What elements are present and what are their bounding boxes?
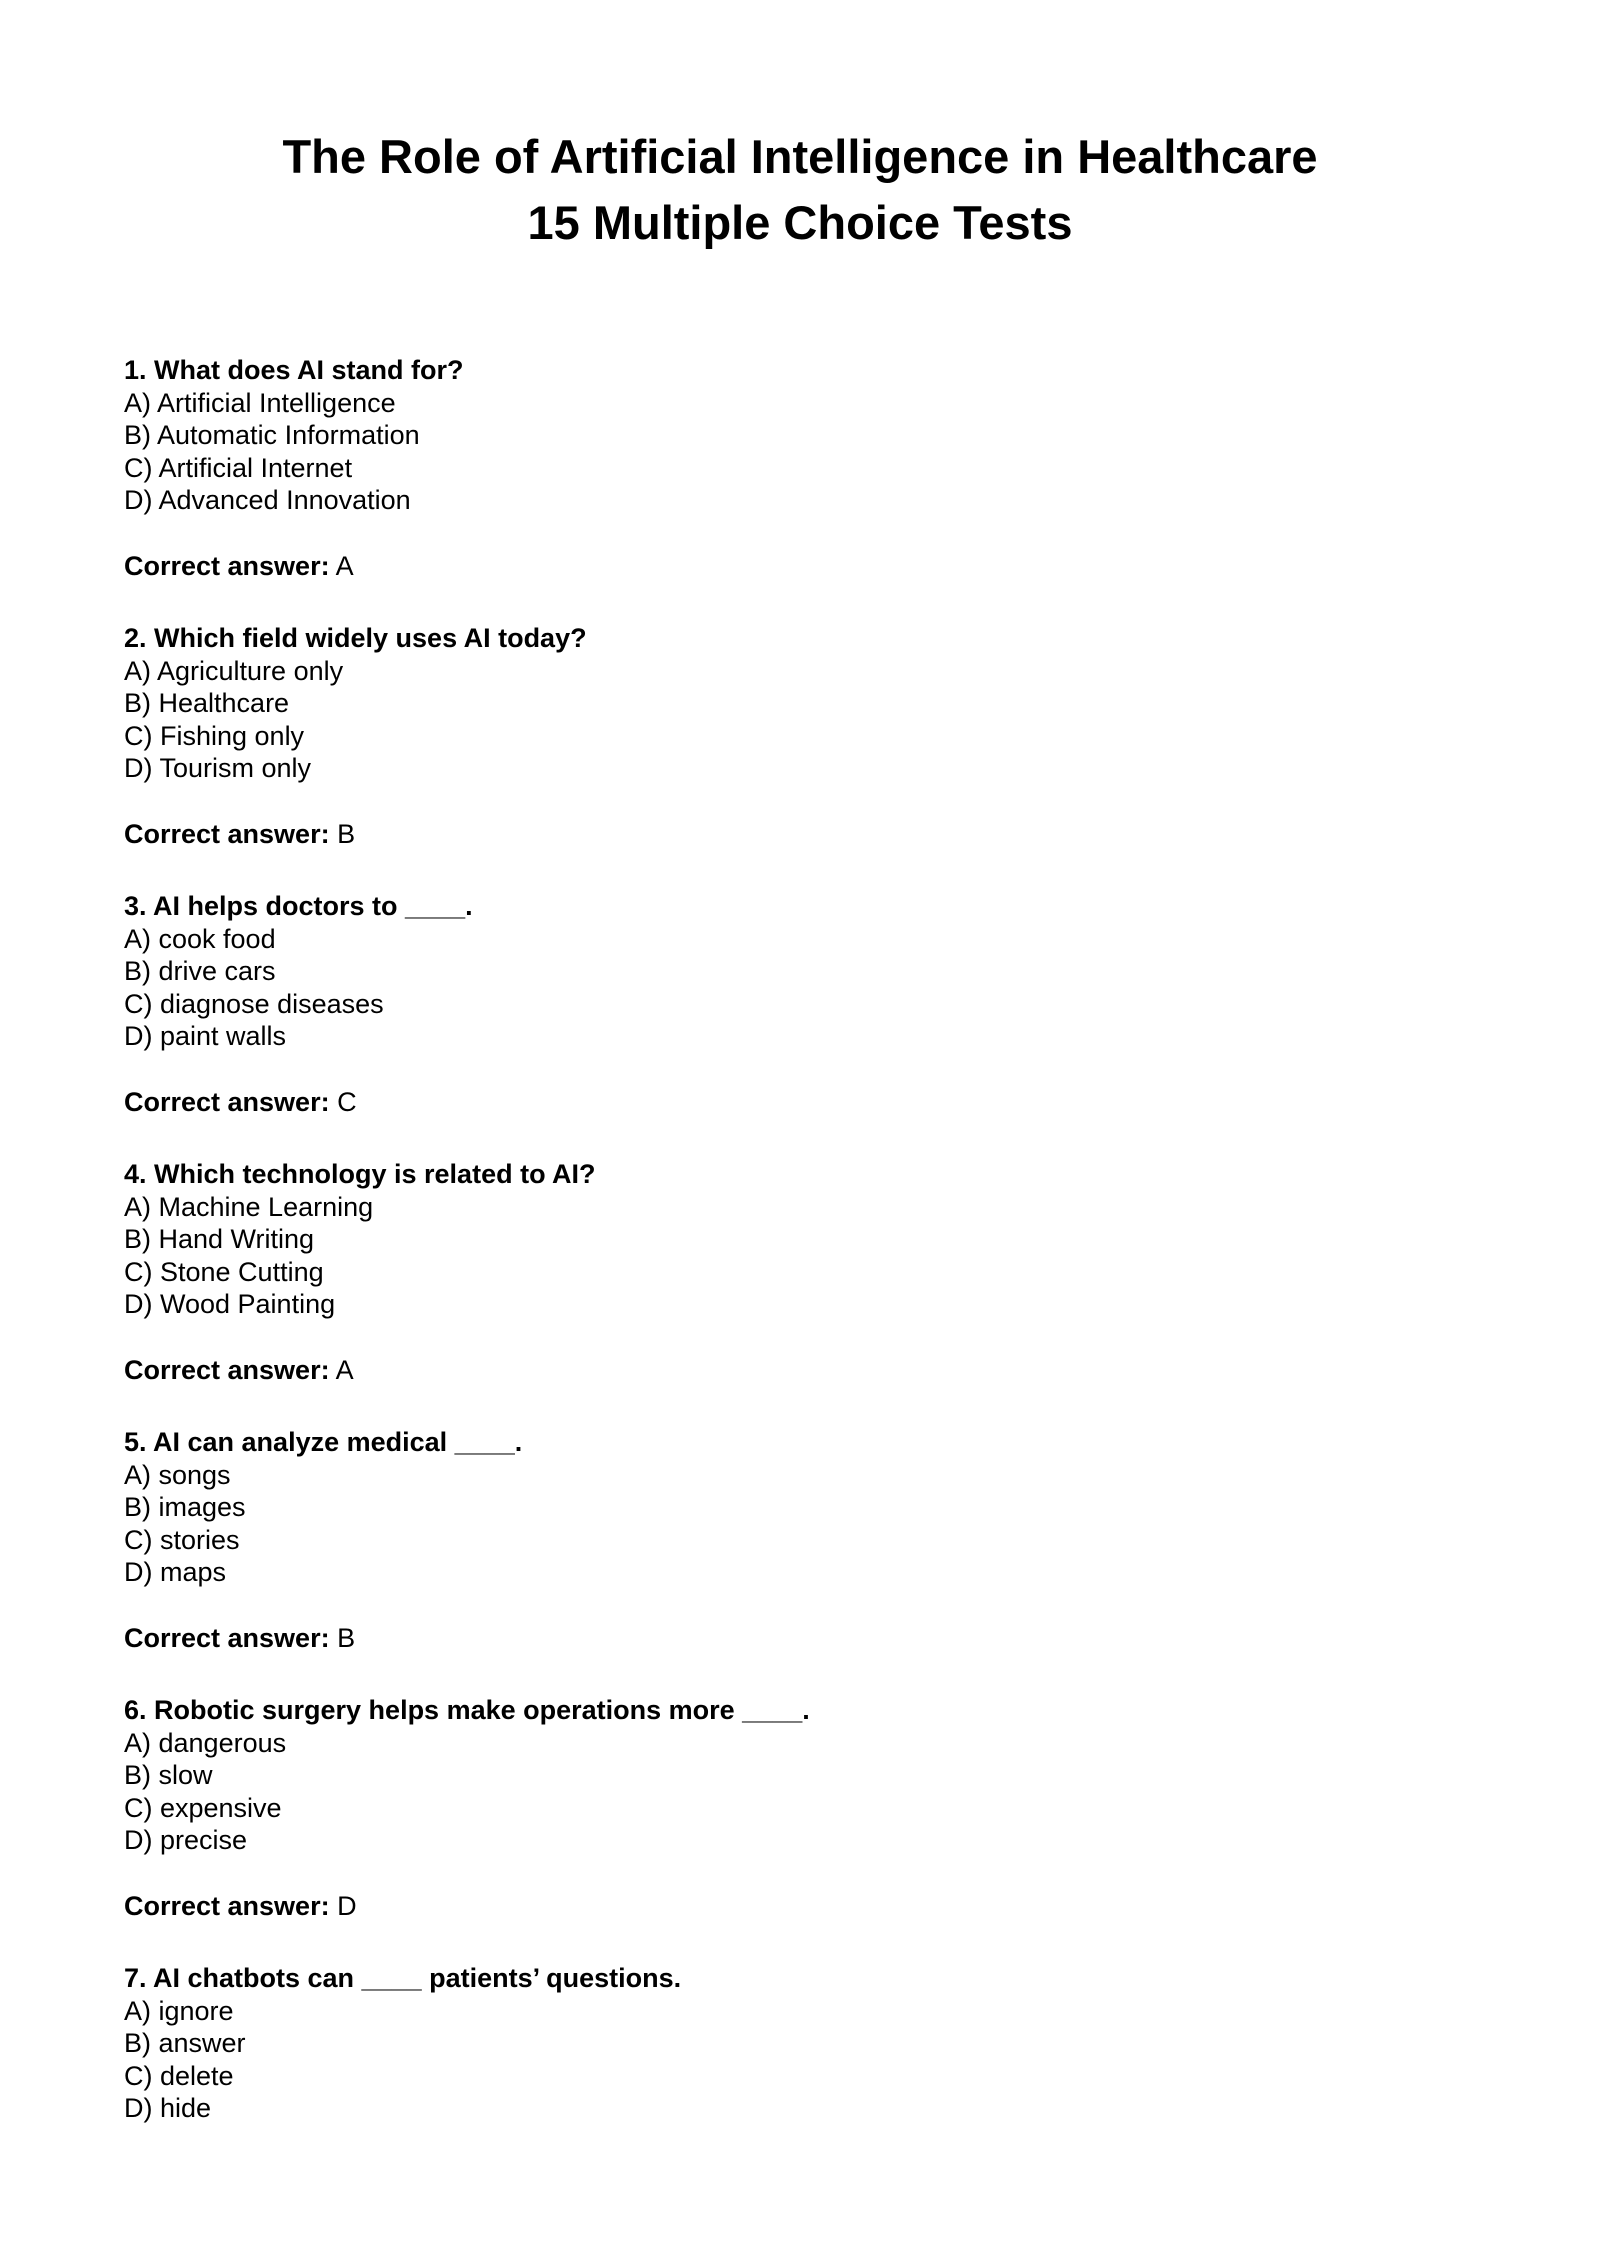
option-b: B) Hand Writing bbox=[124, 1224, 315, 1254]
option-b: B) images bbox=[124, 1492, 246, 1522]
option-a: A) dangerous bbox=[124, 1727, 287, 1758]
question-text: 7. AI chatbots can ____ patients’ questions. bbox=[124, 1963, 682, 1993]
correct-answer bbox=[124, 818, 1504, 851]
question-2 bbox=[124, 622, 1504, 850]
correct-answer-label: Correct answer: bbox=[124, 550, 330, 581]
option-b: B) Healthcare bbox=[124, 688, 290, 718]
option-c: C) Stone Cutting bbox=[124, 1256, 324, 1287]
correct-answer bbox=[124, 1354, 1504, 1387]
option-d: D) Wood Painting bbox=[124, 1289, 336, 1319]
title-line-2: 15 Multiple Choice Tests bbox=[527, 196, 1073, 249]
correct-answer bbox=[124, 1890, 1504, 1923]
option-c: C) Fishing only bbox=[124, 720, 305, 751]
correct-answer-value: A bbox=[335, 1354, 354, 1385]
option-list bbox=[124, 923, 1504, 1053]
question-4 bbox=[124, 1158, 1504, 1386]
correct-answer-label: Correct answer: bbox=[124, 1890, 330, 1921]
question-1 bbox=[124, 354, 1504, 582]
correct-answer-label: Correct answer: bbox=[124, 1086, 330, 1117]
option-list bbox=[124, 655, 1504, 785]
option-b: B) drive cars bbox=[124, 956, 276, 986]
correct-answer-label: Correct answer: bbox=[124, 1354, 330, 1385]
option-b: B) Automatic Information bbox=[124, 420, 420, 450]
correct-answer bbox=[124, 1086, 1504, 1119]
option-d: D) maps bbox=[124, 1557, 227, 1587]
option-list bbox=[124, 387, 1504, 517]
option-list bbox=[124, 1727, 1504, 1857]
correct-answer bbox=[124, 1622, 1504, 1655]
option-a: A) songs bbox=[124, 1459, 231, 1490]
correct-answer-value: D bbox=[337, 1890, 357, 1921]
question-text: 4. Which technology is related to AI? bbox=[124, 1159, 596, 1189]
option-d: D) hide bbox=[124, 2093, 212, 2123]
option-c: C) stories bbox=[124, 1524, 240, 1555]
option-c: C) Artificial Internet bbox=[124, 452, 353, 483]
title-line-1: The Role of Artificial Intelligence in Healthcare bbox=[282, 130, 1318, 183]
option-a: A) Machine Learning bbox=[124, 1191, 374, 1222]
option-c: C) expensive bbox=[124, 1792, 282, 1823]
correct-answer-label: Correct answer: bbox=[124, 818, 330, 849]
question-6 bbox=[124, 1694, 1504, 1922]
correct-answer-value: C bbox=[337, 1086, 357, 1117]
correct-answer-value: A bbox=[335, 550, 354, 581]
option-c: C) delete bbox=[124, 2060, 234, 2091]
correct-answer-value: B bbox=[337, 1622, 356, 1653]
option-a: A) Artificial Intelligence bbox=[124, 387, 396, 418]
option-list bbox=[124, 1191, 1504, 1321]
question-3 bbox=[124, 890, 1504, 1118]
option-list bbox=[124, 1995, 1504, 2125]
question-text: 2. Which field widely uses AI today? bbox=[124, 623, 587, 653]
correct-answer bbox=[124, 550, 1504, 583]
option-d: D) paint walls bbox=[124, 1021, 287, 1051]
option-d: D) precise bbox=[124, 1825, 248, 1855]
correct-answer-value: B bbox=[337, 818, 356, 849]
option-d: D) Advanced Innovation bbox=[124, 485, 411, 515]
correct-answer-label: Correct answer: bbox=[124, 1622, 330, 1653]
option-a: A) ignore bbox=[124, 1995, 234, 2026]
question-text: 1. What does AI stand for? bbox=[124, 355, 464, 385]
question-7 bbox=[124, 1962, 1504, 2125]
option-list bbox=[124, 1459, 1504, 1589]
question-text: 6. Robotic surgery helps make operations more ____. bbox=[124, 1695, 810, 1725]
option-c: C) diagnose diseases bbox=[124, 988, 384, 1019]
question-text: 3. AI helps doctors to ____. bbox=[124, 891, 473, 921]
option-d: D) Tourism only bbox=[124, 753, 312, 783]
option-b: B) answer bbox=[124, 2028, 246, 2058]
option-a: A) cook food bbox=[124, 923, 276, 954]
option-a: A) Agriculture only bbox=[124, 655, 344, 686]
option-b: B) slow bbox=[124, 1760, 213, 1790]
question-text: 5. AI can analyze medical ____. bbox=[124, 1427, 523, 1457]
document-title bbox=[0, 124, 1600, 256]
question-list bbox=[124, 354, 1504, 2165]
question-5 bbox=[124, 1426, 1504, 1654]
